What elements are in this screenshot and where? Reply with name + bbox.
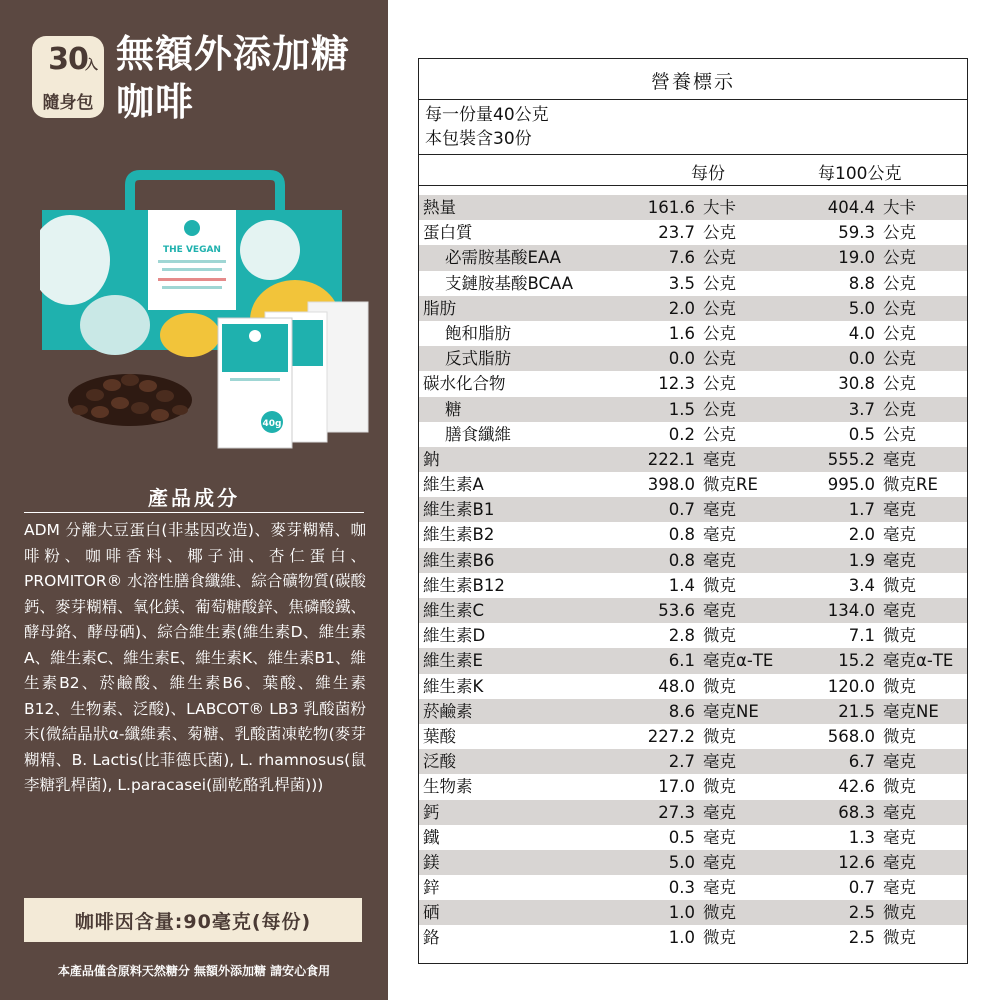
- unit-per-serving: 毫克: [703, 525, 736, 545]
- unit-per-100g: 公克: [883, 424, 916, 444]
- table-row: [419, 346, 967, 371]
- value-per-serving: 23.7: [658, 223, 695, 243]
- table-row: [419, 397, 967, 422]
- unit-per-serving: 公克: [703, 399, 736, 419]
- value-per-serving: 1.0: [668, 928, 695, 948]
- unit-per-100g: 微克: [883, 575, 916, 595]
- col-header-per-serving: 每份: [691, 164, 725, 184]
- badge-number: 30: [48, 42, 88, 77]
- unit-per-100g: 公克: [883, 223, 916, 243]
- divider: [419, 154, 967, 155]
- unit-per-serving: 公克: [703, 374, 736, 394]
- unit-per-serving: 公克: [703, 298, 736, 318]
- unit-per-100g: 毫克α-TE: [883, 651, 954, 671]
- unit-per-serving: 毫克: [703, 449, 736, 469]
- nutrient-name: 維生素B6: [423, 550, 495, 570]
- unit-per-serving: 毫克: [703, 827, 736, 847]
- value-per-100g: 30.8: [838, 374, 875, 394]
- unit-per-100g: 毫克: [883, 550, 916, 570]
- product-title: [116, 30, 350, 126]
- unit-per-100g: 公克: [883, 323, 916, 343]
- value-per-serving: 0.5: [668, 827, 695, 847]
- unit-per-serving: 毫克: [703, 752, 736, 772]
- value-per-100g: 2.5: [848, 903, 875, 923]
- unit-per-serving: 微克RE: [703, 475, 758, 495]
- unit-per-100g: 毫克: [883, 878, 916, 898]
- table-row: [419, 472, 967, 497]
- value-per-100g: 4.0: [848, 323, 875, 343]
- unit-per-100g: 毫克: [883, 449, 916, 469]
- value-per-serving: 0.2: [668, 424, 695, 444]
- count-badge: [32, 36, 104, 118]
- coffee-beans: [68, 374, 192, 426]
- unit-per-100g: 大卡: [883, 198, 916, 217]
- unit-per-100g: 公克: [883, 273, 916, 293]
- unit-per-serving: 微克: [703, 676, 736, 696]
- value-per-100g: 5.0: [848, 298, 875, 318]
- sachet-front: [218, 318, 292, 448]
- value-per-serving: 8.6: [668, 701, 695, 721]
- nutrient-name: 維生素B2: [423, 525, 495, 545]
- value-per-serving: 227.2: [647, 726, 695, 746]
- table-row: [419, 548, 967, 573]
- table-row: [419, 321, 967, 346]
- table-row: [419, 598, 967, 623]
- unit-per-100g: 毫克: [883, 752, 916, 772]
- unit-per-serving: 大卡: [703, 198, 736, 217]
- unit-per-100g: 公克: [883, 374, 916, 394]
- nutrient-name: 糖: [445, 399, 462, 419]
- table-row: [419, 447, 967, 472]
- value-per-100g: 995.0: [827, 475, 875, 495]
- unit-per-100g: 毫克: [883, 802, 916, 822]
- table-row: [419, 674, 967, 699]
- unit-per-serving: 微克: [703, 903, 736, 923]
- table-row: [419, 497, 967, 522]
- value-per-100g: 6.7: [848, 752, 875, 772]
- unit-per-serving: 毫克: [703, 852, 736, 872]
- table-row: [419, 522, 967, 547]
- value-per-100g: 555.2: [827, 449, 875, 469]
- nutrient-name: 鎂: [423, 852, 440, 872]
- value-per-serving: 0.8: [668, 550, 695, 570]
- value-per-100g: 3.7: [848, 399, 875, 419]
- value-per-serving: 161.6: [647, 198, 695, 217]
- caffeine-box: 咖啡因含量:90毫克(每份): [24, 898, 362, 942]
- nutrient-name: 泛酸: [423, 752, 456, 772]
- servings-per-pack: 本包裝含30份: [425, 129, 532, 149]
- unit-per-serving: 微克: [703, 777, 736, 797]
- value-per-serving: 27.3: [658, 802, 695, 822]
- unit-per-100g: 毫克NE: [883, 701, 939, 721]
- value-per-serving: 7.6: [668, 248, 695, 268]
- ingredients-text: ADM 分離大豆蛋白(非基因改造)、麥芽糊精、咖啡粉、咖啡香料、椰子油、杏仁蛋白、PROMITOR® 水溶性膳食纖維、綜合礦物質(碳酸鈣、麥芽糊精、氧化鎂、葡萄糖酸鋅、焦磷酸鐵、酵母鉻、酵母硒)、綜合維生素(維生素D、維生素A、維生素C、維生素E、維生素K、維生素B1、維生素B2、菸鹼酸、維生素B6、葉酸、維生素B12、生物素、泛酸)、LABCOT® LB3 乳酸菌粉末(微結晶狀α-纖維素、菊糖、乳酸菌凍乾物(麥芽糊精、B. Lactis(比菲德氏菌), L. rhamnosus(鼠李糖乳桿菌), L.paracasei(副乾酪乳桿菌))): [24, 521, 366, 794]
- nutrient-name: 維生素C: [423, 601, 485, 620]
- nutrient-name: 膳食纖維: [445, 424, 511, 444]
- nutrient-name: 生物素: [423, 777, 473, 797]
- value-per-100g: 59.3: [838, 223, 875, 243]
- value-per-serving: 5.0: [668, 852, 695, 872]
- table-row: [419, 271, 967, 296]
- nutrient-name: 硒: [423, 903, 440, 923]
- value-per-100g: 0.5: [848, 424, 875, 444]
- unit-per-serving: 公克: [703, 223, 736, 243]
- table-row: [419, 623, 967, 648]
- value-per-100g: 19.0: [838, 248, 875, 268]
- divider: [419, 185, 967, 186]
- unit-per-serving: 微克: [703, 575, 736, 595]
- value-per-serving: 1.5: [668, 399, 695, 419]
- ingredients-divider: [24, 512, 364, 513]
- value-per-100g: 1.7: [848, 500, 875, 520]
- nutrient-name: 葉酸: [423, 726, 456, 746]
- value-per-serving: 1.4: [668, 575, 695, 595]
- value-per-100g: 2.0: [848, 525, 875, 545]
- serving-info: [425, 103, 549, 151]
- nutrition-table: [418, 58, 968, 964]
- unit-per-serving: 毫克: [703, 878, 736, 898]
- value-per-100g: 404.4: [827, 198, 875, 217]
- unit-per-100g: 毫克: [883, 601, 916, 620]
- nutrition-title: 營養標示: [650, 71, 735, 93]
- value-per-serving: 1.0: [668, 903, 695, 923]
- title-line-1: 無額外添加糖: [116, 32, 351, 76]
- table-row: [419, 648, 967, 673]
- value-per-serving: 398.0: [647, 475, 695, 495]
- value-per-100g: 21.5: [838, 701, 875, 721]
- nutrient-name: 碳水化合物: [423, 374, 506, 394]
- nutrient-name: 鐵: [423, 827, 440, 847]
- unit-per-serving: 毫克: [703, 802, 736, 822]
- unit-per-serving: 公克: [703, 273, 736, 293]
- title-line-2: 咖啡: [116, 80, 195, 124]
- value-per-serving: 12.3: [658, 374, 695, 394]
- badge-unit: 入: [84, 58, 98, 73]
- brand-text: THE VEGAN: [163, 245, 221, 255]
- nutrient-name: 飽和脂肪: [445, 323, 511, 343]
- unit-per-serving: 毫克NE: [703, 701, 759, 721]
- unit-per-100g: 毫克: [883, 500, 916, 520]
- nutrient-name: 鋅: [423, 878, 440, 898]
- value-per-serving: 2.7: [668, 752, 695, 772]
- unit-per-serving: 公克: [703, 323, 736, 343]
- unit-per-100g: 公克: [883, 399, 916, 419]
- value-per-serving: 48.0: [658, 676, 695, 696]
- table-row: [419, 749, 967, 774]
- table-row: [419, 195, 967, 220]
- table-row: [419, 875, 967, 900]
- value-per-serving: 0.8: [668, 525, 695, 545]
- value-per-serving: 2.0: [668, 298, 695, 318]
- value-per-100g: 120.0: [827, 676, 875, 696]
- value-per-100g: 0.7: [848, 878, 875, 898]
- unit-per-serving: 微克: [703, 626, 736, 646]
- value-per-serving: 17.0: [658, 777, 695, 797]
- unit-per-100g: 毫克: [883, 827, 916, 847]
- nutrient-name: 菸鹼素: [423, 701, 473, 721]
- value-per-serving: 3.5: [668, 273, 695, 293]
- product-photo: [40, 160, 370, 450]
- value-per-serving: 0.7: [668, 500, 695, 520]
- unit-per-serving: 微克: [703, 726, 736, 746]
- value-per-serving: 0.3: [668, 878, 695, 898]
- value-per-100g: 7.1: [848, 626, 875, 646]
- nutrient-name: 維生素E: [423, 651, 483, 671]
- unit-per-serving: 微克: [703, 928, 736, 948]
- unit-per-100g: 微克: [883, 626, 916, 646]
- table-row: [419, 925, 967, 950]
- unit-per-100g: 公克: [883, 298, 916, 318]
- unit-per-serving: 毫克α-TE: [703, 651, 774, 671]
- nutrition-rows: [419, 195, 967, 951]
- col-header-per-100g: 每100公克: [818, 164, 902, 184]
- sachet-weight: 40g: [262, 419, 282, 429]
- nutrient-name: 蛋白質: [423, 223, 473, 243]
- nutrient-name: 鈉: [423, 449, 440, 469]
- ingredients-heading: 產品成分: [148, 486, 240, 510]
- table-row: [419, 245, 967, 270]
- unit-per-serving: 毫克: [703, 500, 736, 520]
- nutrient-name: 脂肪: [423, 298, 456, 318]
- table-row: [419, 774, 967, 799]
- value-per-100g: 12.6: [838, 852, 875, 872]
- divider: [419, 99, 967, 100]
- table-row: [419, 573, 967, 598]
- table-row: [419, 724, 967, 749]
- unit-per-serving: 公克: [703, 349, 736, 369]
- value-per-serving: 6.1: [668, 651, 695, 671]
- table-row: [419, 900, 967, 925]
- value-per-100g: 1.3: [848, 827, 875, 847]
- nutrient-name: 必需胺基酸EAA: [445, 248, 561, 268]
- nutrient-name: 維生素B1: [423, 500, 495, 520]
- value-per-100g: 3.4: [848, 575, 875, 595]
- unit-per-100g: 微克: [883, 676, 916, 696]
- nutrient-name: 反式脂肪: [445, 349, 511, 369]
- nutrient-name: 維生素A: [423, 475, 484, 495]
- unit-per-100g: 毫克: [883, 525, 916, 545]
- nutrient-name: 鈣: [423, 802, 440, 822]
- table-row: [419, 220, 967, 245]
- nutrient-name: 維生素K: [423, 676, 484, 696]
- value-per-serving: 53.6: [658, 601, 695, 620]
- unit-per-100g: 公克: [883, 349, 916, 369]
- unit-per-serving: 公克: [703, 248, 736, 268]
- left-panel: [0, 0, 388, 1000]
- table-row: [419, 825, 967, 850]
- value-per-100g: 42.6: [838, 777, 875, 797]
- value-per-serving: 0.0: [668, 349, 695, 369]
- value-per-100g: 2.5: [848, 928, 875, 948]
- value-per-100g: 68.3: [838, 802, 875, 822]
- value-per-serving: 222.1: [647, 449, 695, 469]
- value-per-100g: 134.0: [827, 601, 875, 620]
- footnote: 本產品僅含原料天然糖分 無額外添加糖 請安心食用: [57, 964, 331, 978]
- table-row: [419, 850, 967, 875]
- serving-size: 每一份量40公克: [425, 105, 549, 125]
- nutrient-name: 維生素D: [423, 626, 486, 646]
- nutrient-name: 鉻: [423, 928, 440, 948]
- nutrient-name: 支鏈胺基酸BCAA: [445, 273, 574, 293]
- nutrient-name: 維生素B12: [423, 575, 505, 595]
- unit-per-serving: 毫克: [703, 550, 736, 570]
- table-row: [419, 800, 967, 825]
- table-row: [419, 422, 967, 447]
- value-per-serving: 1.6: [668, 323, 695, 343]
- nutrient-name: 熱量: [423, 198, 456, 217]
- unit-per-100g: 微克RE: [883, 475, 938, 495]
- unit-per-100g: 毫克: [883, 852, 916, 872]
- badge-label: 隨身包: [42, 93, 94, 113]
- table-row: [419, 371, 967, 396]
- value-per-100g: 568.0: [827, 726, 875, 746]
- unit-per-100g: 微克: [883, 726, 916, 746]
- unit-per-serving: 毫克: [703, 601, 736, 620]
- value-per-100g: 15.2: [838, 651, 875, 671]
- unit-per-serving: 公克: [703, 424, 736, 444]
- unit-per-100g: 公克: [883, 248, 916, 268]
- unit-per-100g: 微克: [883, 903, 916, 923]
- value-per-100g: 1.9: [848, 550, 875, 570]
- value-per-100g: 8.8: [848, 273, 875, 293]
- value-per-serving: 2.8: [668, 626, 695, 646]
- table-row: [419, 699, 967, 724]
- unit-per-100g: 微克: [883, 777, 916, 797]
- value-per-100g: 0.0: [848, 349, 875, 369]
- unit-per-100g: 微克: [883, 928, 916, 948]
- table-row: [419, 296, 967, 321]
